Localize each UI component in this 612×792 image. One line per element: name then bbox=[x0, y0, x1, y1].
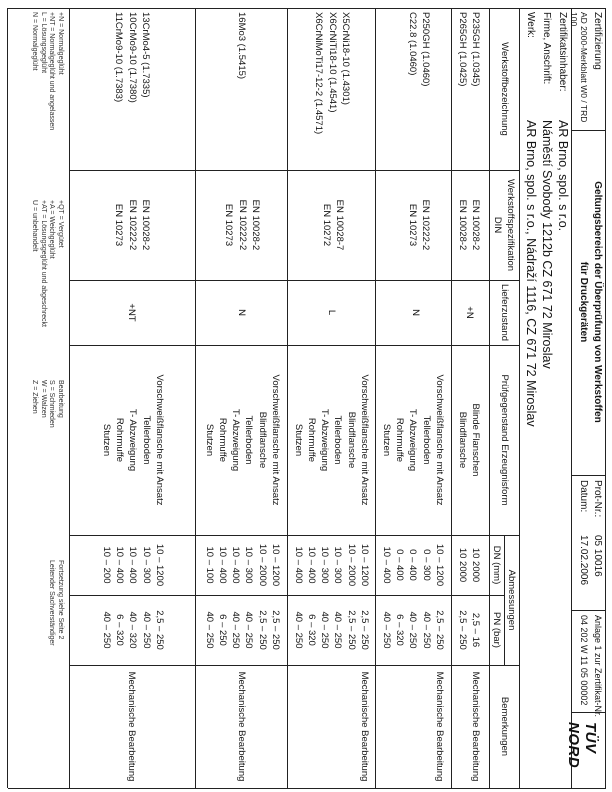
group-2-materials: P250GH (1.0460) C22.8 (1.0460) bbox=[406, 12, 431, 87]
group-1-pn: 2,5 – 16 2,5 – 250 bbox=[456, 610, 481, 650]
group-2-pn: 2,5 – 250 40 – 250 40 – 250 6 – 320 40 – 250 bbox=[380, 610, 445, 650]
holder-label: Zertifikatsinhaber: bbox=[557, 12, 568, 92]
group-1-spec: EN 10028-2 EN 10028-2 bbox=[456, 199, 481, 251]
group-5-pn: 2,5 – 250 40 – 250 40 – 320 6 – 320 40 – 250 bbox=[100, 610, 165, 650]
address-value: Náměstí Svobody 1212b CZ 671 72 Miroslav bbox=[540, 120, 554, 369]
group-1-remarks: Mechanische Bearbeitung bbox=[470, 671, 481, 782]
date-label: Datum: bbox=[578, 480, 589, 513]
group-4-dn: 10 – 1200 10 – 2000 10 – 300 10 – 400 10 – 400 10 – 100 bbox=[203, 543, 281, 587]
legend-heat-treatment-1: +N = Normalgeglüht +NT = Normalgeglüht und angelassen L = Lösungsgeglüht N = Normalgeglüht bbox=[31, 12, 64, 131]
group-5-spec: EN 10028-2 EN 10222-2 EN 10273 bbox=[113, 199, 151, 251]
group-1-delivery: +N bbox=[464, 306, 475, 319]
group-4-pn: 2,5 – 250 2,5 – 250 40 – 250 40 – 250 6 – 250 40 – 250 bbox=[203, 610, 281, 650]
col-header-remarks: Bemerkungen bbox=[499, 696, 510, 757]
group-2-spec: EN 10222-2 EN 10273 bbox=[406, 199, 431, 251]
holder-value: AR Brno, spol. s r.o. bbox=[556, 120, 570, 232]
date-value: 17.02.2006 bbox=[578, 535, 589, 586]
group-4-remarks: Mechanische Bearbeitung bbox=[236, 671, 247, 782]
group-5-remarks: Mechanische Bearbeitung bbox=[126, 671, 137, 782]
protocol-number: 05 10016 bbox=[592, 535, 603, 577]
col-header-dimensions: Abmessungen bbox=[506, 569, 517, 631]
signature-note: Fortsetzung siehe Seite 2 Leitender Sachverständiger bbox=[48, 560, 64, 646]
col-header-delivery: Lieferzustand bbox=[499, 283, 510, 342]
group-2-delivery: N bbox=[410, 309, 421, 316]
plant-value: AR Brno, spol. s r.o., Nádraží 1116, CZ 671 72 Miroslav bbox=[524, 120, 538, 427]
col-header-spec: Werkstoffspezifikation bbox=[505, 178, 516, 272]
protocol-label: Prot-Nr.: bbox=[592, 480, 603, 518]
legend-processing: Bearbeitung S = Schmieden W = Walzen Z = Ziehen bbox=[31, 380, 64, 428]
group-3-materials: X5CrNi18-10 (1.4301) X6CrNiTi18-10 (1.4541) X6CrNiMoTi17-12-2 (1.4571) bbox=[313, 12, 351, 135]
group-3-pn: 2,5 – 250 2,5 – 250 40 – 250 40 – 250 6 – 320 40 – 250 bbox=[292, 610, 370, 650]
group-3-delivery: L bbox=[326, 309, 337, 316]
group-4-materials: 16Mo3 (1.5415) bbox=[236, 12, 247, 80]
group-3-products: Vorschweißflansche mit Ansatz Blindflansche Tellerboden T- Abzweigung Rohrmuffe Stutzen bbox=[292, 374, 370, 506]
group-1-dn: 10 2000 10 2000 bbox=[456, 547, 481, 583]
group-5-products: Vorschweißflansche mit Ansatz Tellerboden T- Abzweigung Rohrmuffe Stutzen bbox=[100, 374, 165, 506]
document-title: Geltungsbereich der Überprüfung von Werkstoffen bbox=[592, 181, 603, 423]
group-3-spec: EN 10028-7 EN 10272 bbox=[320, 199, 345, 251]
col-header-product: Prüfgegenstand Erzeugnisform bbox=[499, 374, 510, 506]
col-header-spec-din: DIN bbox=[492, 216, 503, 234]
address-label: Firme, Anschrift: bbox=[541, 12, 552, 85]
group-4-products: Vorschweißflansche mit Ansatz Blindflansche Tellerboden T- Abzweigung Rohrmuffe Stutzen bbox=[203, 374, 281, 506]
group-4-spec: EN 10028-2 EN 10222-2 EN 10273 bbox=[223, 199, 261, 251]
group-3-dn: 10 – 1200 10 – 2000 10 – 300 10 – 300 10 – 400 10 – 400 bbox=[292, 543, 370, 587]
col-header-dn: DN (mm) bbox=[491, 545, 502, 585]
certification-label: Zertifizierung bbox=[592, 12, 603, 70]
tuev-logo: TÜV NORD bbox=[565, 722, 599, 769]
group-1-products: Blinde Flanschen Blindflansche bbox=[456, 403, 481, 477]
annex-label: Anlage 1 zur Zertifikat-Nr. bbox=[593, 615, 603, 718]
col-header-material: Werkstoffbezeichnung bbox=[499, 42, 510, 136]
col-header-pn: PN (bar) bbox=[491, 612, 502, 648]
group-3-remarks: Mechanische Bearbeitung bbox=[359, 671, 370, 782]
certification-basis: AD 2000-Merkblatt W0 / TRD 100 bbox=[569, 12, 589, 123]
group-1-materials: P235GH (1.0345) P265GH (1.0425) bbox=[456, 12, 481, 87]
certificate-number: 04 202 W 11 05 00002 bbox=[579, 615, 589, 706]
group-5-materials: 13CrMo4-5 (1.7335) 10CrMo9-10 (1.7380) 11CrMo9-10 (1.7383) bbox=[113, 12, 151, 103]
document-subtitle: für Druckgeräten bbox=[578, 261, 589, 343]
group-2-dn: 10 – 1200 0 – 300 0 – 400 0 – 400 10 – 400 bbox=[380, 543, 445, 587]
plant-label: Werk: bbox=[525, 12, 536, 38]
group-2-products: Vorschweißflansche mit Ansatz Tellerboden T- Abzweigung Rohrmuffe Stutzen bbox=[380, 374, 445, 506]
legend-heat-treatment-2: +QT = Vergütet +A = Weichgeglüht +AT = Lösungsgeglüht und abgeschreckt U = unbehandelt bbox=[31, 200, 64, 327]
group-5-dn: 10 – 1200 10 – 300 10 – 400 10 – 400 10 – 200 bbox=[100, 543, 165, 587]
group-4-delivery: N bbox=[236, 309, 247, 316]
group-5-delivery: +NT bbox=[126, 303, 137, 322]
group-2-remarks: Mechanische Bearbeitung bbox=[434, 671, 445, 782]
